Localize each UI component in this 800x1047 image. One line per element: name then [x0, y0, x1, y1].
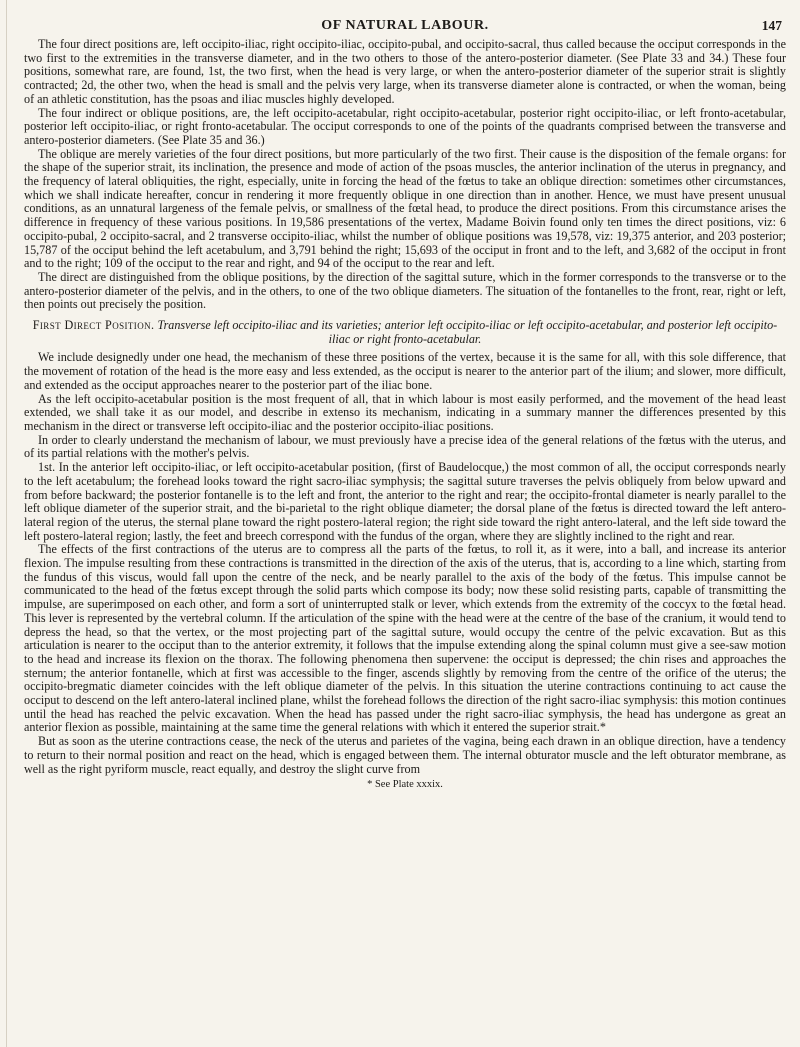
paragraph: As the left occipito-acetabular position is the most frequent of all, that in which labour is most easily performed, and the movement of the head least extended, we shall take it as our model, and describe in extenso its mechanism, indicating in a summary manner the differences presented by this mechanism in the direct or transverse left occipito-iliac and the posterior occipito-iliac positions. — [24, 391, 786, 433]
paragraph: The direct are distinguished from the oblique positions, by the direction of the sagittal suture, which in the former corresponds to the transverse or to the antero-posterior diameter of the pelvis, and in the others, to one of the two oblique diameters. The situation of the fontanelles to the front, rear, right or left, then points out precisely the position. — [24, 269, 786, 312]
body-text — [24, 38, 786, 792]
paragraph: The four indirect or oblique positions, are, the left occipito-acetabular, right occipito-acetabular, posterior right occipito-iliac, or left fronto-acetabular, posterior left occipito-iliac, or right fronto-acetabular. The occiput corresponds to one of the points of the quadrants comprised between the transverse and antero-posterior diameters. (See Plate 35 and 36.) — [24, 105, 786, 147]
paragraph: The effects of the first contractions of the uterus are to compress all the parts of the fœtus, to roll it, as it were, into a ball, and increase its anterior flexion. The impulse resulting from these contractions is transmitted in the direction of the axis of the uterus, that is, according to a line which, starting from the fundus of this viscus, would fall upon the centre of the neck, and be nearly parallel to the axis of the body of the fœtus. This impulse cannot be communicated to the head of the fœtus except through the solid parts which compose its body; now these solid resisting parts, capable of transmitting the impulse, are superimposed on each other, and form a sort of uninterrupted stalk or lever, which extends from the extremity of the coccyx to the fœtal head. This lever is represented by the vertebral column. If the articulation of the spine with the head were at the centre of the base of the cranium, it would tend to depress the head, so that the vertex, or the most projecting part of the sagittal suture, would occupy the centre of the pelvic excavation. But as this articulation is nearer to the occiput than to the anterior extremity, it follows that the impulse extending along the spinal column must give a see-saw motion to the head and increase its flexion on the thorax. The following phenomena then supervene: the occiput is depressed; the chin rises and approaches the sternum; the anterior fontanelle, which at first was accessible to the finger, ascends slightly by removing from the centre of the orifice of the uterus; the occipito-bregmatic diameter coincides with the left oblique diameter of the pelvis. In this situation the uterine contractions continuing to act cause the occiput to descend on the left antero-lateral inclined plane, whilst the forehead follows the direction of the right sacro-iliac symphysis: this motion continues until the head has reached the pelvic excavation. When the head has passed under the right sacro-iliac symphysis, the head has undergone as great an anterior flexion as possible, maintaining at the same time the general relations with which it entered the superior strait.* — [24, 542, 786, 735]
section-label: First Direct Position. — [32, 318, 155, 333]
footnote: * See Plate xxxix. — [367, 779, 443, 791]
paragraph: The oblique are merely varieties of the four direct positions, but more particularly of the two first. Their cause is the disposition of the female organs: for the shape of the superior strait, its inclination, the presence and mode of action of the psoas muscles, the anterior inclination of the uterus in pregnancy, and the frequency of lateral obliquities, the right, especially, unite in forcing the head of the fœtus to take an oblique direction: sometimes other circumstances, which we shall indicate hereafter, concur in rendering it more frequently oblique in one direction than in another. Hence, we must have present unusual conditions, as an unnatural largeness of the female pelvis, or smallness of the fœtal head, to produce the direct positions. From this circumstance arises the difference in frequency of these various positions. In 19,586 presentations of the vertex, Madame Boivin found only ten times the direct positions, viz: 6 occipito-pubal, 2 occipito-sacral, and 2 transverse occipito-iliac, whilst the number of oblique positions was 19,578, viz: 19,375 anterior, and 203 posterior; 15,787 of the occiput behind the left acetabulum, and 3,791 behind the right; 15,693 of the occiput in front and to the left, and 3,682 of the occiput in front and to the right; 109 of the occiput to the rear and right, and 94 of the occiput to the rear and left. — [24, 146, 786, 271]
paragraph: In order to clearly understand the mechanism of labour, we must previously have a precise idea of the general relations of the fœtus with the uterus, and of its partial relations with the mother's pelvis. — [24, 432, 786, 461]
section-title: Transverse left occipito-iliac and its varieties; anterior left occipito-iliac or left occipito-acetabular, and posterior left occipito-iliac or right fronto-acetabular. — [157, 318, 778, 346]
paragraph: We include designedly under one head, the mechanism of these three positions of the vertex, because it is the same for all, with this sole difference, that the movement of rotation of the head is the more easy and less extended, as the occiput is nearer to the anterior part of the ilium; and slower, more difficult, and extended as the occiput approaches nearer to the posterior part of the iliac bone. — [24, 350, 786, 392]
page-header — [24, 10, 786, 38]
running-title: OF NATURAL LABOUR. — [321, 18, 489, 33]
page-edge-shadow — [6, 0, 7, 1047]
paragraph: The four direct positions are, left occipito-iliac, right occipito-iliac, occipito-pubal, and occipito-sacral, thus called because the occiput corresponds in the two first to the extremities in the transverse diameter, and in the two others to those of the antero-posterior diameter. (See Plate 33 and 34.) These four positions, somewhat rare, are found, 1st, the two first, when the head is very large, or when the antero-posterior diameter of the superior strait is slightly contracted; 2d, the other two, when the head is small and the pelvis very large, when its transverse diameter alone is contracted, or when the woman, being of an athletic constitution, has the psoas and iliac muscles highly developed. — [24, 37, 786, 106]
page-number: 147 — [761, 18, 782, 33]
paragraph: 1st. In the anterior left occipito-iliac, or left occipito-acetabular position, (first of Baudelocque,) the most common of all, the occiput corresponds nearly to the left acetabulum; the forehead looks toward the right sacro-iliac symphysis; the sagittal suture traverses the pelvis obliquely from below upward and from before backward; the posterior fontanelle is to the left and front, the anterior to the right and rear; the occipito-frontal diameter is nearly parallel to the left oblique diameter of the superior strait, and the bi-parietal to the right oblique diameter; the dorsal plane of the fœtus is directed toward the left antero-lateral region of the uterus, the sternal plane toward the right postero-lateral region; the right side toward the right antero-lateral, and the left side toward the left postero-lateral region; lastly, the feet and breech correspond with the fundus of the organ, where they are slightly inclined to the right and rear. — [24, 460, 786, 543]
section-heading — [24, 319, 786, 346]
paragraph: But as soon as the uterine contractions cease, the neck of the uterus and parietes of the vagina, being each drawn in an oblique direction, have a tendency to return to their normal position and react on the head, which is engaged between them. The internal obturator muscle and the left obturator membrane, as well as the right pyriform muscle, react equally, and destroy the slight curve from — [24, 734, 786, 776]
